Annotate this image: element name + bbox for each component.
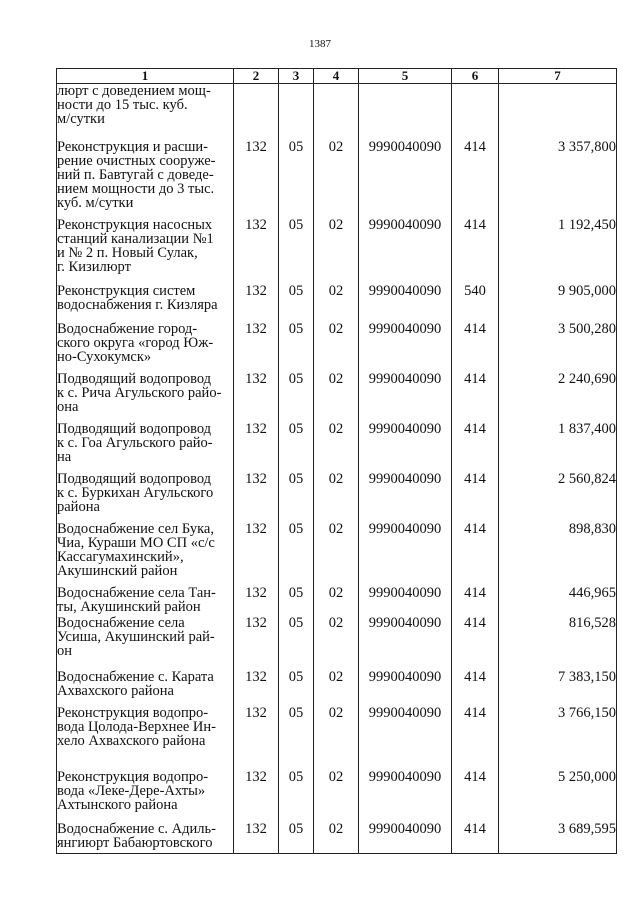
- table-row: [57, 698, 617, 762]
- table-row: [57, 464, 617, 514]
- column-header: 7: [499, 69, 617, 84]
- amount-cell: 898,830: [499, 514, 617, 578]
- column-header: 4: [314, 69, 359, 84]
- item-name-cell: Реконструкция насосных станций канализации №1 и № 2 п. Новый Сулак, г. Кизилюрт: [57, 210, 234, 276]
- code-col-6-cell: 414: [452, 314, 499, 364]
- code-col-5-cell: 9990040090: [359, 662, 452, 698]
- code-col-6-cell: 414: [452, 698, 499, 762]
- amount-cell: 9 905,000: [499, 276, 617, 314]
- code-col-6-cell: 414: [452, 514, 499, 578]
- amount-cell: 3 766,150: [499, 698, 617, 762]
- code-col-6-cell: 540: [452, 276, 499, 314]
- code-col-5-cell: 9990040090: [359, 464, 452, 514]
- item-name-cell: Водоснабжение с. Карата Ахвахского района: [57, 662, 234, 698]
- amount-cell: 2 240,690: [499, 364, 617, 414]
- code-col-3-cell: 05: [279, 814, 314, 854]
- amount-cell: 816,528: [499, 614, 617, 662]
- code-col-4-cell: 02: [314, 132, 359, 210]
- code-col-6-cell: 414: [452, 464, 499, 514]
- code-col-3-cell: 05: [279, 762, 314, 814]
- code-col-3-cell: 05: [279, 514, 314, 578]
- code-col-2-cell: 132: [234, 814, 279, 854]
- code-col-5-cell: 9990040090: [359, 614, 452, 662]
- table-row: [57, 514, 617, 578]
- amount-cell: 3 500,280: [499, 314, 617, 364]
- table-row: [57, 414, 617, 464]
- code-col-6-cell: 414: [452, 364, 499, 414]
- code-col-6-cell: 414: [452, 210, 499, 276]
- table-row: [57, 276, 617, 314]
- code-col-6-cell: [452, 84, 499, 132]
- item-name-cell: Реконструкция водопро- вода Цолода-Верхнее Ин- хело Ахвахского района: [57, 698, 234, 762]
- code-col-3-cell: 05: [279, 132, 314, 210]
- code-col-4-cell: 02: [314, 276, 359, 314]
- budget-table: [56, 68, 617, 854]
- code-col-2-cell: 132: [234, 210, 279, 276]
- code-col-3-cell: 05: [279, 414, 314, 464]
- item-name-cell: Реконструкция водопро- вода «Леке-Дере-Ахты» Ахтынского района: [57, 762, 234, 814]
- column-header: 1: [57, 69, 234, 84]
- table-row: [57, 578, 617, 614]
- code-col-5-cell: 9990040090: [359, 314, 452, 364]
- code-col-5-cell: 9990040090: [359, 814, 452, 854]
- code-col-3-cell: 05: [279, 464, 314, 514]
- code-col-2-cell: 132: [234, 132, 279, 210]
- table-row: [57, 614, 617, 662]
- item-name-cell: Реконструкция систем водоснабжения г. Кизляра: [57, 276, 234, 314]
- code-col-3-cell: 05: [279, 614, 314, 662]
- item-name-cell: Водоснабжение город- ского округа «город Юж- но-Сухокумск»: [57, 314, 234, 364]
- item-name-cell: Подводящий водопровод к с. Рича Агульского райо- она: [57, 364, 234, 414]
- table-row: [57, 364, 617, 414]
- code-col-3-cell: 05: [279, 276, 314, 314]
- code-col-5-cell: 9990040090: [359, 414, 452, 464]
- code-col-3-cell: 05: [279, 698, 314, 762]
- code-col-4-cell: 02: [314, 814, 359, 854]
- code-col-5-cell: [359, 84, 452, 132]
- code-col-2-cell: 132: [234, 514, 279, 578]
- code-col-2-cell: 132: [234, 698, 279, 762]
- code-col-4-cell: 02: [314, 698, 359, 762]
- column-header: 3: [279, 69, 314, 84]
- code-col-2-cell: 132: [234, 364, 279, 414]
- code-col-5-cell: 9990040090: [359, 578, 452, 614]
- code-col-4-cell: 02: [314, 662, 359, 698]
- amount-cell: 3 689,595: [499, 814, 617, 854]
- amount-cell: 1 837,400: [499, 414, 617, 464]
- code-col-5-cell: 9990040090: [359, 698, 452, 762]
- column-header: 2: [234, 69, 279, 84]
- table-header-row: [57, 69, 617, 84]
- code-col-5-cell: 9990040090: [359, 276, 452, 314]
- amount-cell: 7 383,150: [499, 662, 617, 698]
- code-col-2-cell: 132: [234, 662, 279, 698]
- item-name-cell: Водоснабжение с. Адиль- янгиюрт Бабаюртовского: [57, 814, 234, 854]
- amount-cell: 446,965: [499, 578, 617, 614]
- code-col-2-cell: 132: [234, 276, 279, 314]
- code-col-4-cell: 02: [314, 414, 359, 464]
- column-header: 5: [359, 69, 452, 84]
- code-col-5-cell: 9990040090: [359, 514, 452, 578]
- code-col-2-cell: 132: [234, 414, 279, 464]
- code-col-6-cell: 414: [452, 132, 499, 210]
- table-row: [57, 314, 617, 364]
- amount-cell: 1 192,450: [499, 210, 617, 276]
- code-col-5-cell: 9990040090: [359, 364, 452, 414]
- table-row: [57, 814, 617, 854]
- table-row: [57, 662, 617, 698]
- code-col-6-cell: 414: [452, 662, 499, 698]
- page-number: 1387: [309, 38, 331, 50]
- code-col-4-cell: [314, 84, 359, 132]
- code-col-5-cell: 9990040090: [359, 210, 452, 276]
- code-col-6-cell: 414: [452, 814, 499, 854]
- code-col-4-cell: 02: [314, 514, 359, 578]
- item-name-cell: Водоснабжение сел Бука, Чиа, Кураши МО СП «с/с Кассагумахинский», Акушинский район: [57, 514, 234, 578]
- code-col-6-cell: 414: [452, 762, 499, 814]
- code-col-3-cell: 05: [279, 210, 314, 276]
- code-col-5-cell: 9990040090: [359, 132, 452, 210]
- amount-cell: 2 560,824: [499, 464, 617, 514]
- code-col-4-cell: 02: [314, 364, 359, 414]
- code-col-6-cell: 414: [452, 578, 499, 614]
- table-row: [57, 84, 617, 132]
- item-name-cell: люрт с доведением мощ- ности до 15 тыс. куб. м/сутки: [57, 84, 234, 132]
- table-row: [57, 762, 617, 814]
- item-name-cell: Реконструкция и расши- рение очистных сооруже- ний п. Бавтугай с доведе- нием мощности до 3 тыс. куб. м/сутки: [57, 132, 234, 210]
- amount-cell: [499, 84, 617, 132]
- code-col-2-cell: 132: [234, 464, 279, 514]
- column-header: 6: [452, 69, 499, 84]
- amount-cell: 5 250,000: [499, 762, 617, 814]
- code-col-5-cell: 9990040090: [359, 762, 452, 814]
- code-col-6-cell: 414: [452, 414, 499, 464]
- item-name-cell: Водоснабжение села Тан- ты, Акушинский район: [57, 578, 234, 614]
- code-col-4-cell: 02: [314, 614, 359, 662]
- code-col-2-cell: [234, 84, 279, 132]
- table-row: [57, 210, 617, 276]
- table-row: [57, 132, 617, 210]
- code-col-3-cell: 05: [279, 578, 314, 614]
- code-col-3-cell: 05: [279, 662, 314, 698]
- code-col-3-cell: [279, 84, 314, 132]
- code-col-4-cell: 02: [314, 464, 359, 514]
- code-col-4-cell: 02: [314, 314, 359, 364]
- code-col-2-cell: 132: [234, 578, 279, 614]
- code-col-3-cell: 05: [279, 364, 314, 414]
- code-col-3-cell: 05: [279, 314, 314, 364]
- code-col-4-cell: 02: [314, 578, 359, 614]
- amount-cell: 3 357,800: [499, 132, 617, 210]
- code-col-2-cell: 132: [234, 614, 279, 662]
- code-col-4-cell: 02: [314, 762, 359, 814]
- code-col-2-cell: 132: [234, 762, 279, 814]
- code-col-6-cell: 414: [452, 614, 499, 662]
- item-name-cell: Водоснабжение села Усиша, Акушинский рай- он: [57, 614, 234, 662]
- item-name-cell: Подводящий водопровод к с. Гоа Агульского райо- на: [57, 414, 234, 464]
- code-col-2-cell: 132: [234, 314, 279, 364]
- code-col-4-cell: 02: [314, 210, 359, 276]
- item-name-cell: Подводящий водопровод к с. Буркихан Агульского района: [57, 464, 234, 514]
